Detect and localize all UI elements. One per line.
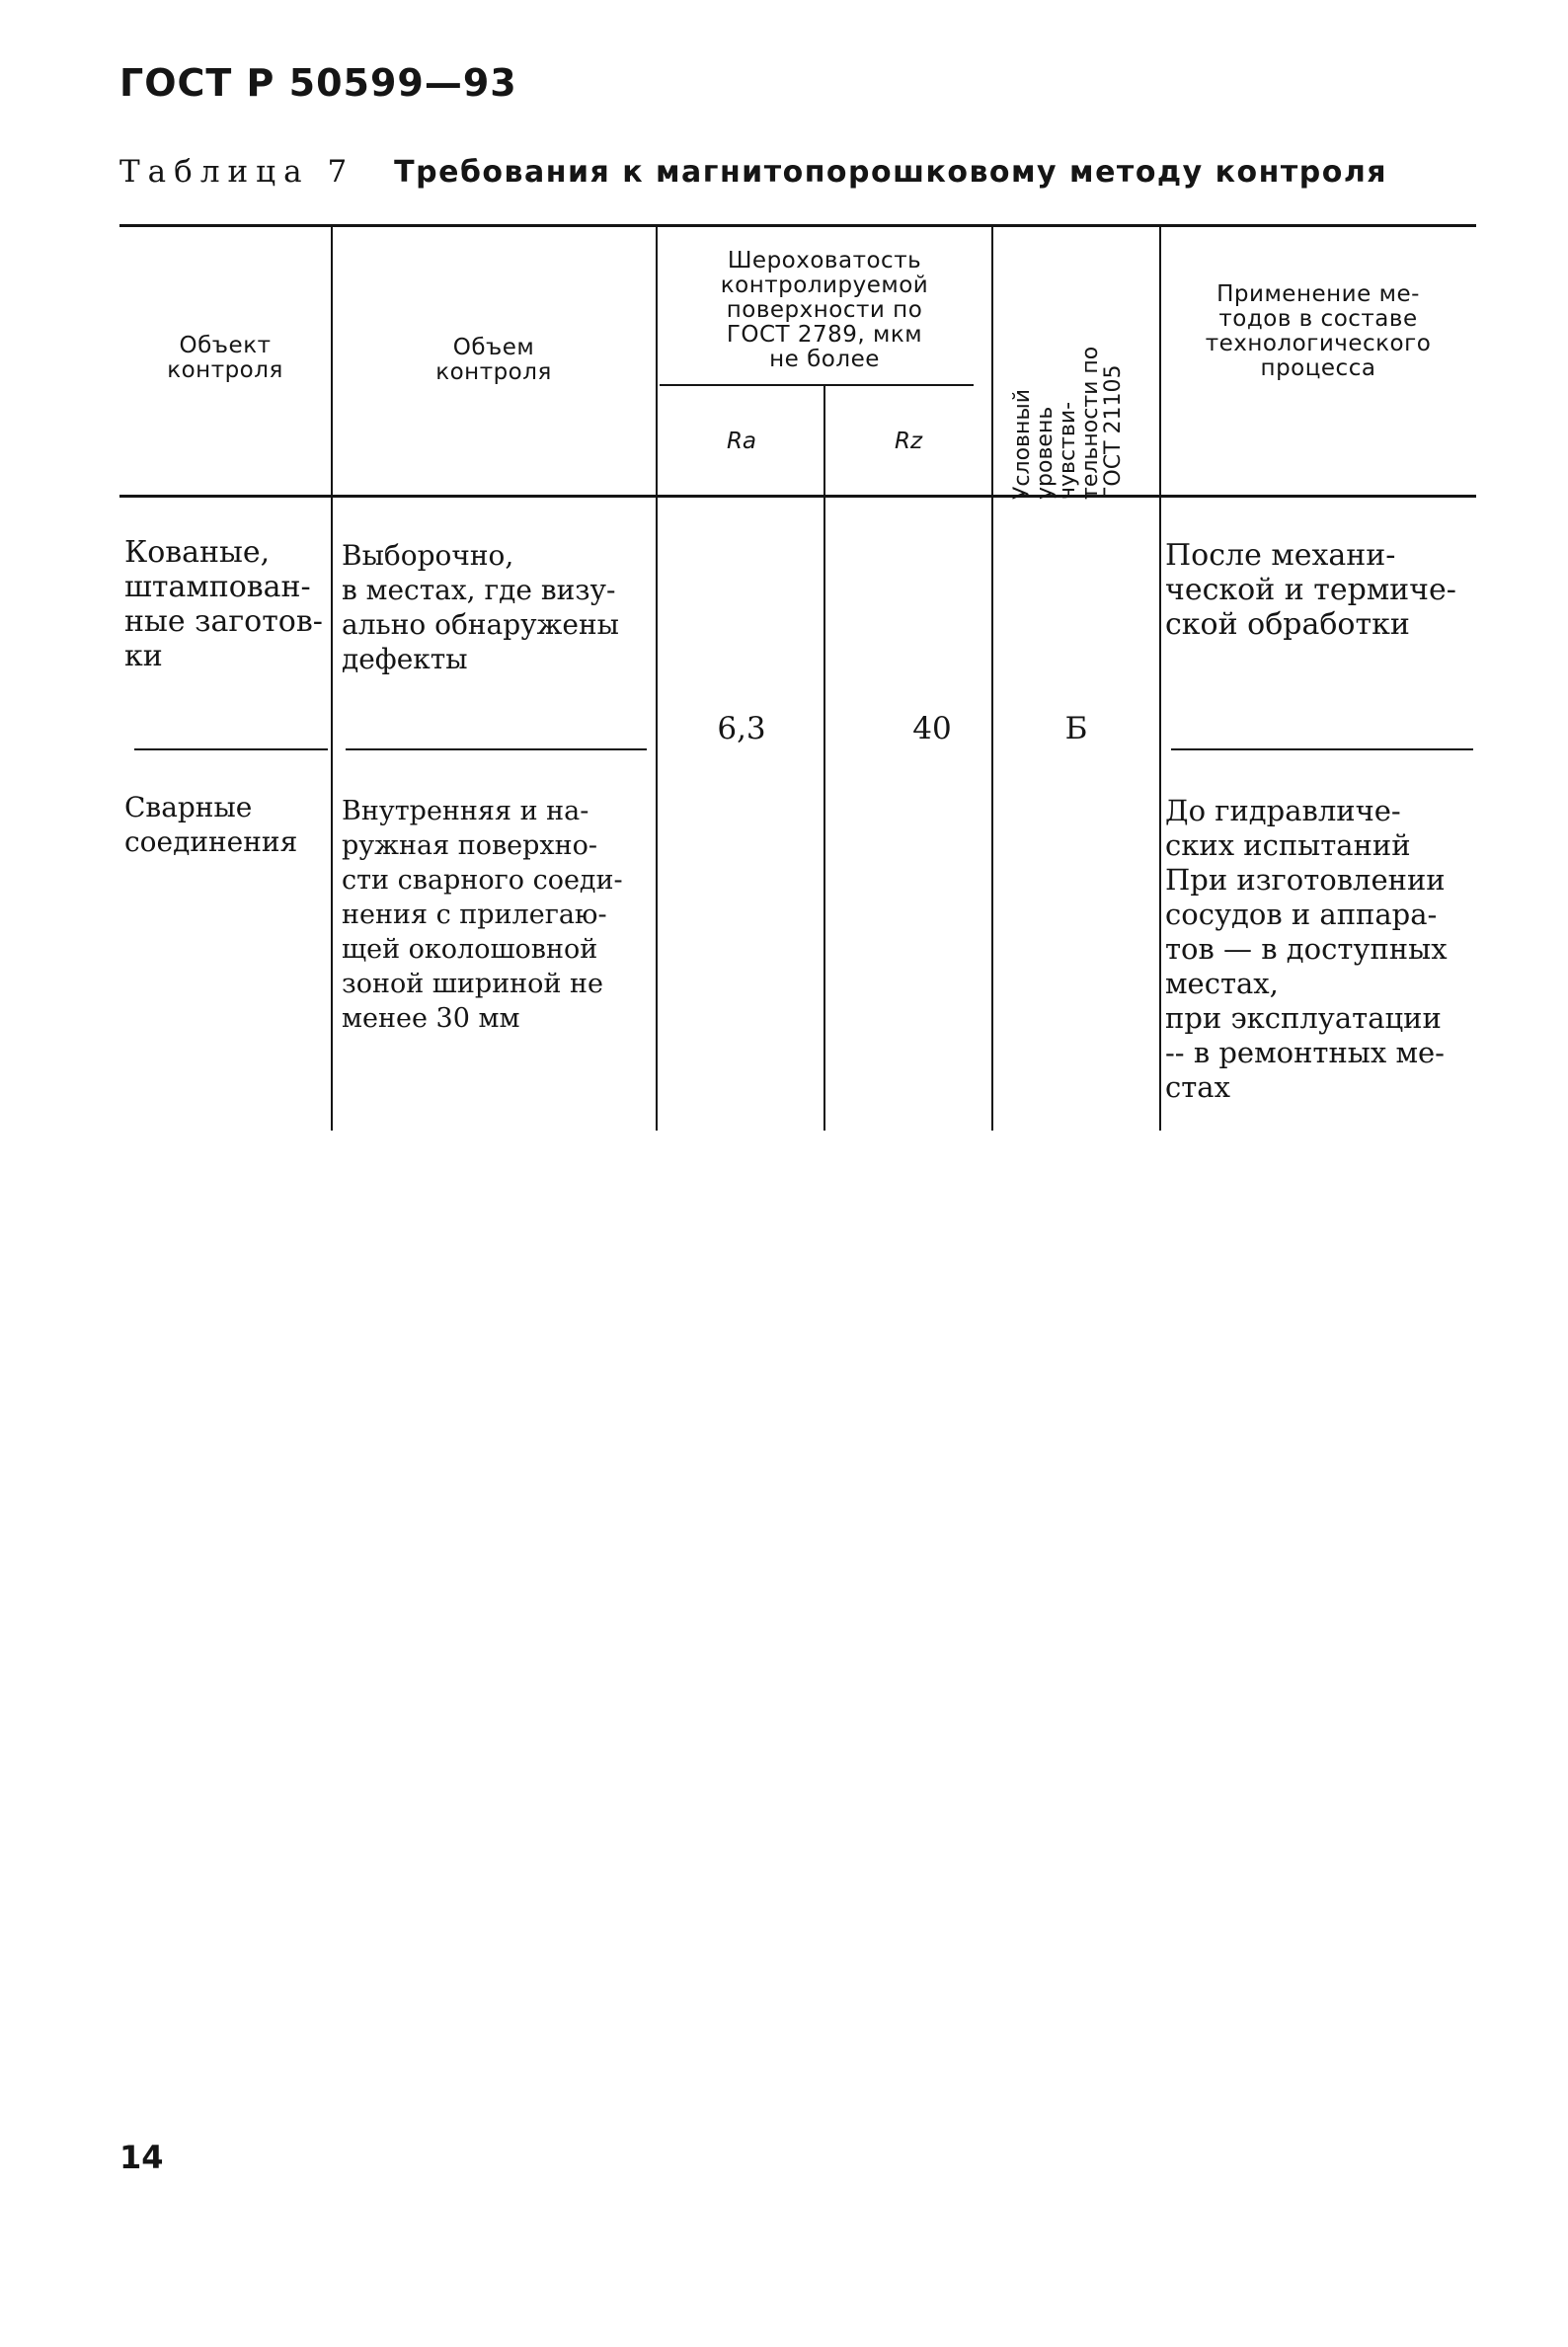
column-header-object: Объект контроля — [167, 333, 283, 383]
column-divider-2 — [656, 226, 658, 1131]
column-divider-ra-rz — [823, 386, 825, 1131]
row1-application: После механи- ческой и термиче- ской обработки — [1165, 538, 1456, 642]
column-header-sensitivity: Условный уровень чувстви- тельности по ГОСТ 21105 — [1010, 346, 1126, 500]
standard-designation: ГОСТ Р 50599—93 — [119, 61, 517, 105]
page-number: 14 — [119, 2139, 164, 2176]
row2-volume: Внутренняя и на- ружная поверхно- сти сварного соеди- нения с прилегаю- щей околошовной зоной шириной не менее 30 мм — [342, 796, 623, 1034]
table-top-rule — [119, 224, 1476, 227]
value-ra: 6,3 — [717, 711, 766, 746]
column-divider-1 — [331, 226, 333, 1131]
row-separator-object — [134, 748, 328, 750]
roughness-split-rule — [660, 384, 974, 386]
column-header-application: Применение ме- тодов в составе технологического процесса — [1205, 281, 1432, 381]
row1-object: Кованые, штампован- ные заготов- ки — [124, 535, 323, 673]
column-header-volume: Объем контроля — [435, 335, 552, 385]
column-header-ra: Ra — [726, 429, 757, 454]
row1-volume: Выборочно, в местах, где визу- ально обнаружены дефекты — [342, 539, 619, 675]
row-separator-volume — [346, 748, 647, 750]
header-bottom-rule — [119, 495, 1476, 498]
row2-object: Сварные соединения — [124, 791, 298, 858]
column-divider-3 — [991, 226, 993, 1131]
column-divider-4 — [1159, 226, 1161, 1131]
table-title: Требования к магнитопорошковому методу контроля — [394, 155, 1388, 190]
column-header-roughness: Шероховатость контролируемой поверхности по ГОСТ 2789, мкм не более — [720, 248, 929, 372]
table-caption — [119, 154, 1387, 190]
row2-application: До гидравличе- ских испытаний При изготовлении сосудов и аппара- тов — в доступных местах, при эксплуатации -- в ремонтных ме- стах — [1165, 794, 1448, 1104]
table-number-label: Таблица 7 — [119, 154, 355, 190]
column-header-rz: Rz — [894, 429, 923, 454]
value-sensitivity: Б — [1064, 711, 1088, 746]
row-separator-application — [1171, 748, 1473, 750]
value-rz: 40 — [912, 711, 952, 746]
